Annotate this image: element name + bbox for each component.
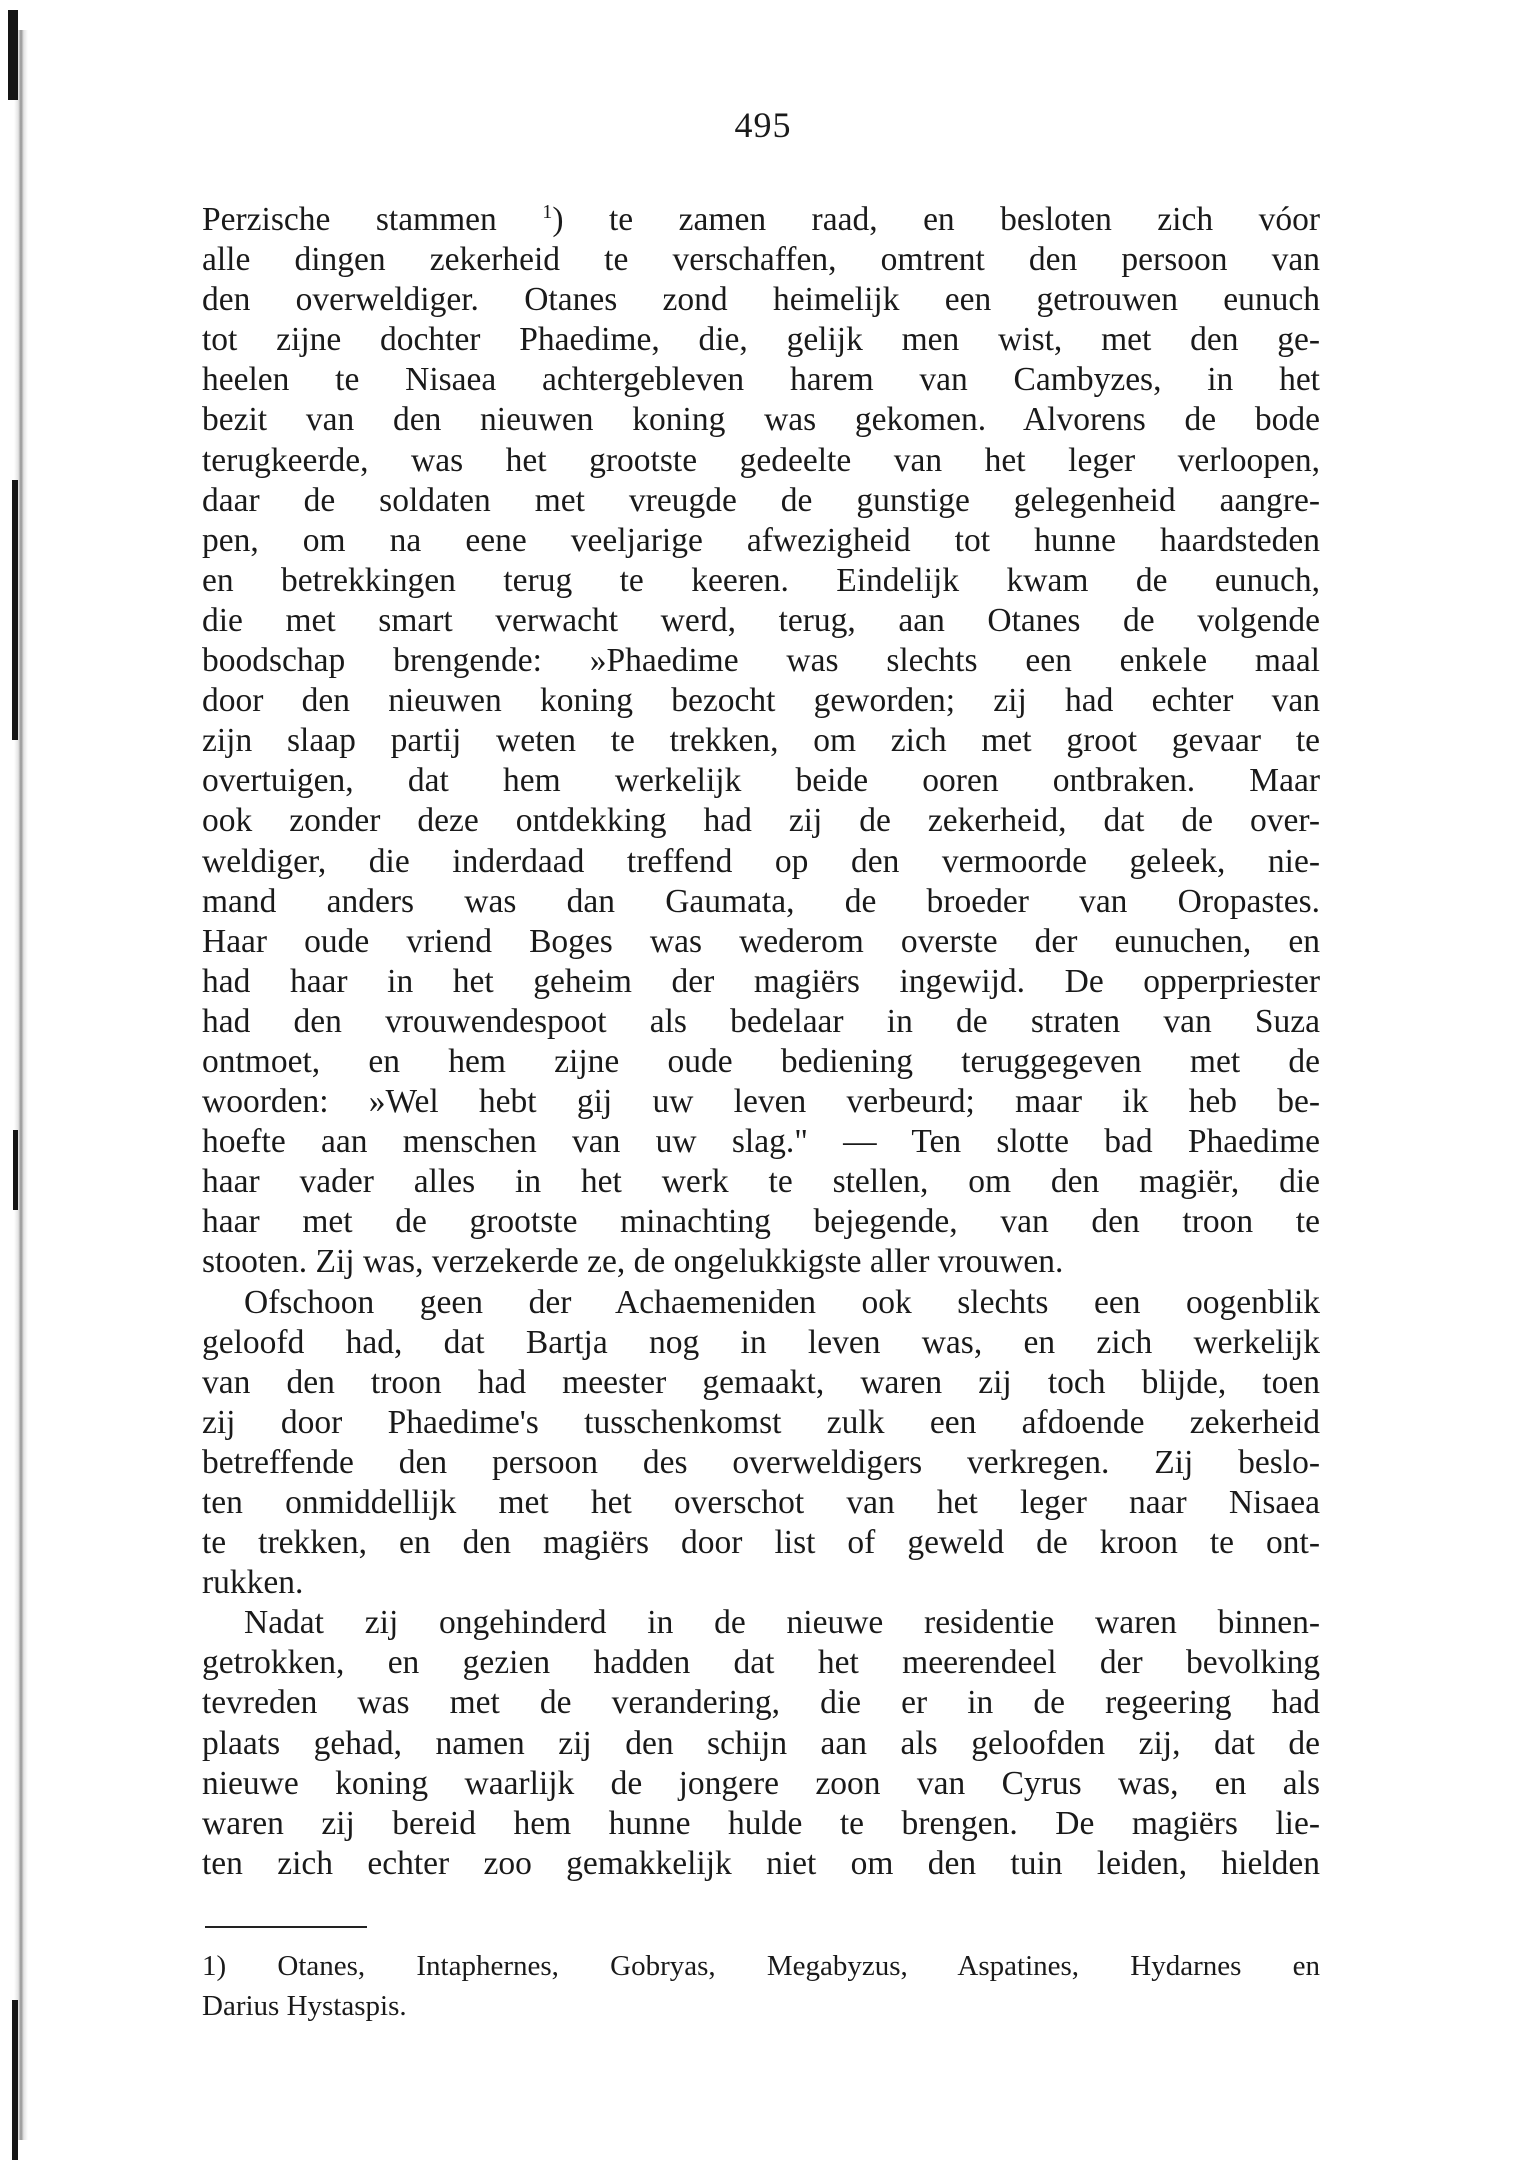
text-line-content: van den troon had meester gemaakt, waren zij toch blijde, toen [202,1363,1320,1401]
text-line-content: alle dingen zekerheid te verschaffen, omtrent den persoon van [202,241,1320,279]
text-line [202,360,1320,400]
text-line [202,1283,1320,1323]
text-line-content: daar de soldaten met vreugde de gunstige gelegenheid aangre- [202,481,1320,519]
text-line-content: door den nieuwen koning bezocht geworden; zij had echter van [202,682,1320,720]
binding-mark [13,1130,18,1210]
text-line [202,922,1320,962]
text-line-content: woorden: »Wel hebt gij uw leven verbeurd; maar ik heb be- [202,1083,1320,1121]
text-line-content: ook zonder deze ontdekking had zij de zekerheid, dat de over- [202,802,1320,840]
binding-mark [8,10,18,100]
text-line [202,481,1320,521]
footnote-line: Darius Hystaspis. [202,1990,407,2023]
footnote-rule [205,1926,367,1928]
text-line [202,441,1320,481]
text-line [202,1323,1320,1363]
text-line [202,681,1320,721]
text-line [202,1643,1320,1683]
text-line [202,1804,1320,1844]
text-line [202,1563,1320,1603]
text-line-content: getrokken, en gezien hadden dat het meerendeel der bevolking [202,1644,1320,1682]
text-line-content: tot zijne dochter Phaedime, die, gelijk men wist, met den ge- [202,321,1320,359]
binding-mark [12,480,18,740]
text-line [202,280,1320,320]
text-line [202,320,1320,360]
text-line-content: had den vrouwendespoot als bedelaar in de straten van Suza [202,1002,1320,1040]
text-line-content: ) te zamen raad, en besloten zich vóor [552,201,1320,238]
text-line [202,721,1320,761]
text-line-content: geloofd had, dat Bartja nog in leven was, en zich werkelijk [202,1323,1320,1361]
text-line [202,1764,1320,1804]
text-line-content: terugkeerde, was het grootste gedeelte van het leger verloopen, [202,441,1320,479]
text-line [202,962,1320,1002]
text-line [202,641,1320,681]
text-line-content: ontmoet, en hem zijne oude bediening teruggegeven met de [202,1042,1320,1080]
text-line-content: bezit van den nieuwen koning was gekomen. Alvorens de bode [202,401,1320,439]
text-line-content: zij door Phaedime's tusschenkomst zulk een afdoende zekerheid [202,1403,1320,1441]
text-line [202,1523,1320,1563]
text-line-content: en betrekkingen terug te keeren. Eindelijk kwam de eunuch, [202,561,1320,599]
footnote-marker: 1 [542,200,553,223]
footnote [202,1948,1320,2028]
text-line-content: haar met de grootste minachting bejegende, van den troon te [202,1203,1320,1241]
text-line [202,1122,1320,1162]
text-line-content: had haar in het geheim der magiërs ingewijd. De opperpriester [202,962,1320,1000]
binding-shadow [14,30,28,2140]
text-line [202,1683,1320,1723]
text-line-content: heelen te Nisaea achtergebleven harem van Cambyzes, in het [202,361,1320,399]
text-line [202,1403,1320,1443]
text-line [202,801,1320,841]
text-line-content: ten zich echter zoo gemakkelijk niet om den tuin leiden, hielden [202,1844,1320,1882]
text-line-content: plaats gehad, namen zij den schijn aan als geloofden zij, dat de [202,1724,1320,1762]
text-line [202,601,1320,641]
footnote-line: 1) Otanes, Intaphernes, Gobryas, Megabyzus, Aspatines, Hydarnes en [202,1950,1320,1982]
text-line-content: pen, om na eene veeljarige afwezigheid tot hunne haardsteden [202,521,1320,559]
body-text [202,200,1320,1884]
text-line [202,240,1320,280]
text-line [202,1844,1320,1884]
text-line-content: te trekken, en den magiërs door list of geweld de kroon te ont- [202,1524,1320,1562]
text-line [202,1082,1320,1122]
text-line-content: Haar oude vriend Boges was wederom overste der eunuchen, en [202,922,1320,960]
text-line [202,1002,1320,1042]
text-line [202,200,1320,240]
text-line [202,561,1320,601]
text-line [202,1483,1320,1523]
text-line [202,1162,1320,1202]
text-line-content: die met smart verwacht werd, terug, aan Otanes de volgende [202,601,1320,639]
text-line-content: rukken. [202,1564,304,1602]
text-line-content: haar vader alles in het werk te stellen, om den magiër, die [202,1163,1320,1201]
text-line [202,1363,1320,1403]
text-line-content: weldiger, die inderdaad treffend op den vermoorde geleek, nie- [202,842,1320,880]
text-line-content: Perzische stammen [202,201,543,238]
text-line [202,1724,1320,1764]
text-line-content: zijn slaap partij weten te trekken, om zich met groot gevaar te [202,722,1320,760]
text-line [202,1603,1320,1643]
text-line [202,1042,1320,1082]
text-line [202,761,1320,801]
text-line-content: mand anders was dan Gaumata, de broeder van Oropastes. [202,882,1320,920]
text-line-content: boodschap brengende: »Phaedime was slechts een enkele maal [202,642,1320,680]
text-line-content: betreffende den persoon des overweldigers verkregen. Zij beslo- [202,1443,1320,1481]
text-line-content: waren zij bereid hem hunne hulde te brengen. De magiërs lie- [202,1804,1320,1842]
text-line-content: ten onmiddellijk met het overschot van het leger naar Nisaea [202,1484,1320,1521]
text-line [202,1242,1320,1282]
text-line-content: Nadat zij ongehinderd in de nieuwe residentie waren binnen- [244,1604,1320,1642]
text-line-content: tevreden was met de verandering, die er in de regeering had [202,1684,1320,1722]
text-line-content: hoefte aan menschen van uw slag." — Ten slotte bad Phaedime [202,1123,1320,1161]
text-line [202,1443,1320,1483]
page-number: 495 [734,105,792,145]
text-line-content: den overweldiger. Otanes zond heimelijk een getrouwen eunuch [202,281,1320,319]
text-line [202,521,1320,561]
text-line [202,1202,1320,1242]
text-line-content: stooten. Zij was, verzekerde ze, de ongelukkigste aller vrouwen. [202,1243,1064,1281]
text-line-content: nieuwe koning waarlijk de jongere zoon van Cyrus was, en als [202,1764,1320,1802]
text-line-content: overtuigen, dat hem werkelijk beide ooren ontbraken. Maar [202,762,1320,800]
text-line [202,882,1320,922]
text-line-content: Ofschoon geen der Achaemeniden ook slechts een oogenblik [244,1283,1320,1321]
text-line [202,842,1320,882]
binding-mark [12,2000,18,2160]
text-line [202,400,1320,440]
